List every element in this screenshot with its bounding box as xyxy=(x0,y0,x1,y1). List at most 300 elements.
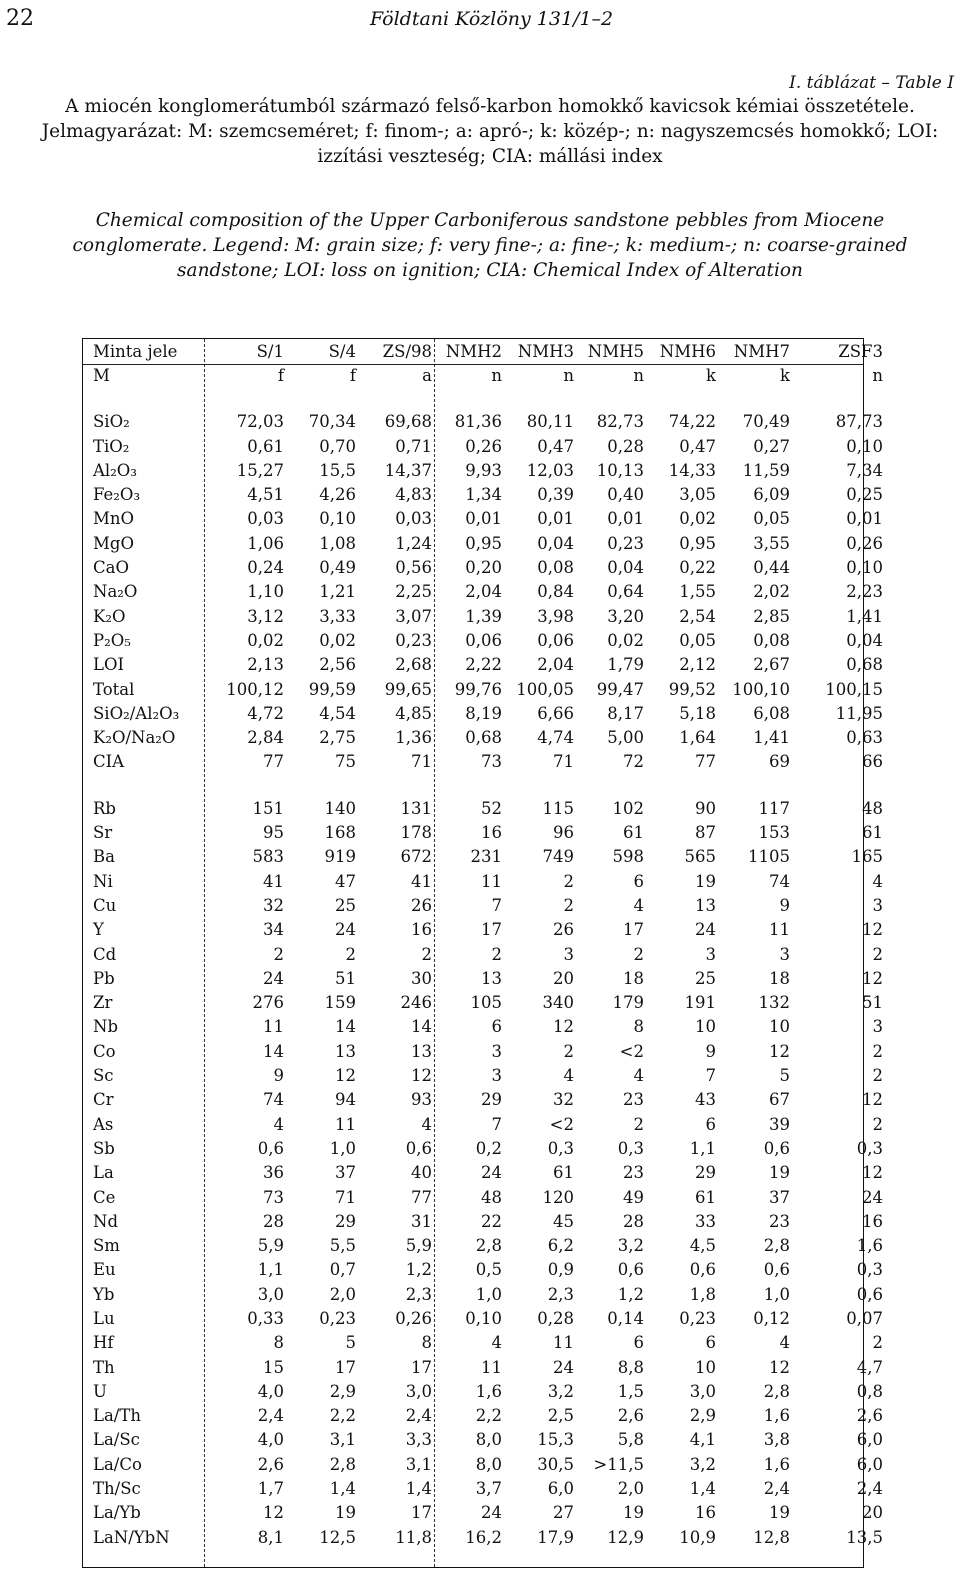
data-cell: 0,47 xyxy=(679,436,716,456)
data-cell: 1,6 xyxy=(763,1406,790,1426)
data-cell: 8 xyxy=(273,1333,284,1353)
table-row xyxy=(83,1088,885,1112)
data-cell: 1,8 xyxy=(689,1284,716,1304)
data-cell: 26 xyxy=(553,920,574,940)
row-label: P₂O₅ xyxy=(93,630,131,650)
data-cell: 40 xyxy=(411,1163,432,1183)
data-cell: 0,44 xyxy=(753,558,790,578)
data-cell: 2,6 xyxy=(617,1406,644,1426)
column-header: NMH2 xyxy=(445,342,502,361)
row-label: LaN/YbN xyxy=(93,1527,170,1547)
data-cell: 61 xyxy=(623,823,644,843)
data-cell: 0,22 xyxy=(679,558,716,578)
data-cell: 0,08 xyxy=(753,630,790,650)
data-cell: 0,5 xyxy=(475,1260,502,1280)
data-cell: 66 xyxy=(862,752,883,772)
data-cell: 4,85 xyxy=(395,703,432,723)
data-cell: 2,22 xyxy=(465,655,502,675)
data-cell: 3 xyxy=(563,944,574,964)
data-cell: 3,55 xyxy=(753,533,790,553)
data-cell: 4,0 xyxy=(257,1381,284,1401)
data-cell: 0,02 xyxy=(319,630,356,650)
data-cell: 2 xyxy=(872,944,883,964)
spacer-row xyxy=(83,775,885,797)
data-cell: 3,7 xyxy=(475,1479,502,1499)
row-label: Cd xyxy=(93,944,117,964)
data-cell: 0,10 xyxy=(465,1308,502,1328)
row-label: Ce xyxy=(93,1187,116,1207)
data-cell: 0,71 xyxy=(395,436,432,456)
data-cell: >11,5 xyxy=(593,1454,644,1474)
header-row xyxy=(83,339,885,364)
table-row xyxy=(83,821,885,845)
data-cell: 0,6 xyxy=(856,1284,883,1304)
data-cell: 12 xyxy=(335,1066,356,1086)
data-cell: 0,04 xyxy=(846,630,883,650)
data-cell: 2 xyxy=(633,944,644,964)
data-cell: 1,55 xyxy=(679,582,716,602)
data-cell: 6,0 xyxy=(856,1430,883,1450)
data-cell: 24 xyxy=(481,1163,502,1183)
table-row xyxy=(83,918,885,942)
data-cell: 0,64 xyxy=(607,582,644,602)
data-cell: 10,13 xyxy=(596,460,644,480)
data-cell: 69 xyxy=(769,752,790,772)
table-row xyxy=(83,556,885,580)
data-cell: 3,2 xyxy=(547,1381,574,1401)
data-cell: 3 xyxy=(705,944,716,964)
data-cell: 17 xyxy=(623,920,644,940)
column-header: ZSF3 xyxy=(838,342,883,361)
data-cell: 672 xyxy=(400,847,432,867)
data-cell: 15,5 xyxy=(319,460,356,480)
row-label: M xyxy=(93,366,110,385)
data-cell: 13 xyxy=(335,1041,356,1061)
data-cell: 12 xyxy=(411,1066,432,1086)
data-cell: 39 xyxy=(769,1114,790,1134)
row-label: Na₂O xyxy=(93,582,138,602)
grain-size-cell: n xyxy=(872,366,883,385)
data-cell: 6 xyxy=(633,871,644,891)
data-cell: 96 xyxy=(553,823,574,843)
data-cell: 179 xyxy=(612,993,644,1013)
data-cell: 74 xyxy=(263,1090,284,1110)
data-cell: 72,03 xyxy=(236,412,284,432)
data-cell: 0,8 xyxy=(856,1381,883,1401)
data-cell: 9 xyxy=(705,1041,716,1061)
table-row xyxy=(83,1113,885,1137)
data-cell: 3,05 xyxy=(679,485,716,505)
data-cell: 49 xyxy=(623,1187,644,1207)
data-cell: 4,5 xyxy=(689,1236,716,1256)
data-cell: 115 xyxy=(542,798,574,818)
data-cell: 51 xyxy=(862,993,883,1013)
data-cell: 1,08 xyxy=(319,533,356,553)
data-cell: 4,74 xyxy=(537,728,574,748)
data-cell: 4 xyxy=(563,1066,574,1086)
data-cell: 2,0 xyxy=(329,1284,356,1304)
data-cell: 24 xyxy=(862,1187,883,1207)
data-cell: 3 xyxy=(491,1041,502,1061)
data-cell: 2 xyxy=(491,944,502,964)
data-cell: 2,3 xyxy=(547,1284,574,1304)
data-cell: 4 xyxy=(273,1114,284,1134)
row-label: SiO₂/Al₂O₃ xyxy=(93,703,180,723)
table-row xyxy=(83,845,885,869)
data-cell: 90 xyxy=(695,798,716,818)
table-row xyxy=(83,1064,885,1088)
data-cell: <2 xyxy=(549,1114,574,1134)
data-cell: 36 xyxy=(263,1163,284,1183)
data-cell: 37 xyxy=(335,1163,356,1183)
row-label: CaO xyxy=(93,558,129,578)
column-header: NMH7 xyxy=(733,342,790,361)
data-cell: 0,02 xyxy=(607,630,644,650)
data-cell: 10 xyxy=(695,1357,716,1377)
data-cell: 0,05 xyxy=(679,630,716,650)
data-cell: 0,02 xyxy=(679,509,716,529)
table-row xyxy=(83,1501,885,1525)
row-label: Yb xyxy=(93,1284,115,1304)
column-header: S/4 xyxy=(328,342,356,361)
data-cell: 41 xyxy=(263,871,284,891)
data-cell: 0,26 xyxy=(846,533,883,553)
data-cell: 0,28 xyxy=(537,1308,574,1328)
row-label: La/Sc xyxy=(93,1430,140,1450)
data-cell: 71 xyxy=(553,752,574,772)
data-cell: 0,2 xyxy=(475,1138,502,1158)
grain-size-row xyxy=(83,364,885,388)
table-row xyxy=(83,532,885,556)
data-cell: 131 xyxy=(400,798,432,818)
data-cell: 749 xyxy=(542,847,574,867)
data-cell: 14,37 xyxy=(384,460,432,480)
row-label: Nb xyxy=(93,1017,118,1037)
data-cell: 1,6 xyxy=(856,1236,883,1256)
data-cell: 4 xyxy=(491,1333,502,1353)
table-row xyxy=(83,507,885,531)
table-row xyxy=(83,653,885,677)
data-cell: 2 xyxy=(872,1041,883,1061)
data-cell: 12 xyxy=(263,1503,284,1523)
data-cell: 0,68 xyxy=(846,655,883,675)
data-cell: 565 xyxy=(684,847,716,867)
table-row xyxy=(83,605,885,629)
data-cell: 919 xyxy=(324,847,356,867)
grain-size-cell: n xyxy=(563,366,574,385)
table-row xyxy=(83,1040,885,1064)
data-cell: 0,10 xyxy=(846,436,883,456)
data-cell: 16 xyxy=(411,920,432,940)
data-cell: 8 xyxy=(421,1333,432,1353)
data-cell: 11,8 xyxy=(395,1527,432,1547)
row-label: Cr xyxy=(93,1090,114,1110)
data-cell: 0,07 xyxy=(846,1308,883,1328)
data-cell: 23 xyxy=(623,1163,644,1183)
data-cell: 0,68 xyxy=(465,728,502,748)
data-cell: 2,68 xyxy=(395,655,432,675)
data-cell: 99,65 xyxy=(384,679,432,699)
data-cell: 30 xyxy=(411,968,432,988)
data-cell: 2,13 xyxy=(247,655,284,675)
data-cell: 22 xyxy=(481,1211,502,1231)
caption-hungarian: A miocén konglomerátumból származó felső-karbon homokkő kavicsok kémiai összetétele. Jelmagyarázat: M: szemcseméret; f: finom-; a: apró-; k: közép-; n: nagyszemcsés homokkő; LOI: izzítási veszteség; CIA: mállási index xyxy=(41,96,939,167)
data-cell: 99,52 xyxy=(668,679,716,699)
data-cell: 2,54 xyxy=(679,606,716,626)
data-cell: 153 xyxy=(758,823,790,843)
caption-english: Chemical composition of the Upper Carboniferous sandstone pebbles from Miocene conglomerate. Legend: M: grain size; f: very fine-; a: fine-; k: medium-; n: coarse-grained sandstone; LOI: loss on ignition; CIA: Chemical Index of Alteration xyxy=(72,210,908,281)
data-cell: 14,33 xyxy=(668,460,716,480)
data-cell: 29 xyxy=(695,1163,716,1183)
data-cell: 5,00 xyxy=(607,728,644,748)
data-cell: 0,33 xyxy=(247,1308,284,1328)
data-cell: 1,1 xyxy=(257,1260,284,1280)
data-cell: 2,23 xyxy=(846,582,883,602)
data-cell: 0,7 xyxy=(329,1260,356,1280)
data-cell: 4 xyxy=(633,1066,644,1086)
data-cell: 3,0 xyxy=(689,1381,716,1401)
data-cell: 0,3 xyxy=(856,1260,883,1280)
data-cell: 3,33 xyxy=(319,606,356,626)
row-label: K₂O/Na₂O xyxy=(93,728,176,748)
data-cell: 16 xyxy=(695,1503,716,1523)
row-label: Co xyxy=(93,1041,116,1061)
table-row xyxy=(83,1380,885,1404)
data-cell: 1,2 xyxy=(617,1284,644,1304)
data-cell: 117 xyxy=(758,798,790,818)
data-cell: 9 xyxy=(779,895,790,915)
data-cell: 12,8 xyxy=(753,1527,790,1547)
data-cell: 14 xyxy=(411,1017,432,1037)
data-cell: 3,2 xyxy=(617,1236,644,1256)
data-cell: 1,4 xyxy=(689,1479,716,1499)
data-cell: 14 xyxy=(335,1017,356,1037)
row-label: Pb xyxy=(93,968,115,988)
data-cell: 82,73 xyxy=(596,412,644,432)
data-cell: 3,12 xyxy=(247,606,284,626)
data-cell: 1,36 xyxy=(395,728,432,748)
data-cell: 9 xyxy=(273,1066,284,1086)
data-cell: 16 xyxy=(481,823,502,843)
table-row xyxy=(83,1331,885,1355)
data-cell: 1,64 xyxy=(679,728,716,748)
data-cell: 0,6 xyxy=(689,1260,716,1280)
row-label: Zr xyxy=(93,993,113,1013)
data-cell: 0,03 xyxy=(395,509,432,529)
data-cell: 583 xyxy=(252,847,284,867)
data-cell: 12 xyxy=(862,1163,883,1183)
data-cell: 19 xyxy=(769,1163,790,1183)
table-row xyxy=(83,1526,885,1550)
data-cell: 75 xyxy=(335,752,356,772)
data-cell: 0,6 xyxy=(257,1138,284,1158)
column-header: ZS/98 xyxy=(382,342,432,361)
data-cell: 8,0 xyxy=(475,1430,502,1450)
data-cell: 33 xyxy=(695,1211,716,1231)
data-cell: 15 xyxy=(263,1357,284,1377)
data-cell: 47 xyxy=(335,871,356,891)
data-cell: 6 xyxy=(633,1333,644,1353)
row-label: LOI xyxy=(93,655,125,675)
data-cell: 2,2 xyxy=(329,1406,356,1426)
data-cell: 18 xyxy=(623,968,644,988)
data-cell: 8 xyxy=(633,1017,644,1037)
data-cell: 20 xyxy=(553,968,574,988)
data-cell: 0,04 xyxy=(537,533,574,553)
data-cell: 11 xyxy=(481,1357,502,1377)
data-cell: 7,34 xyxy=(846,460,883,480)
data-cell: 0,10 xyxy=(319,509,356,529)
data-cell: 99,76 xyxy=(454,679,502,699)
data-cell: 24 xyxy=(695,920,716,940)
data-cell: 25 xyxy=(695,968,716,988)
data-cell: 0,01 xyxy=(465,509,502,529)
data-cell: 1,6 xyxy=(763,1454,790,1474)
data-cell: 12,03 xyxy=(526,460,574,480)
data-cell: 2,75 xyxy=(319,728,356,748)
data-cell: 70,34 xyxy=(308,412,356,432)
data-cell: 13 xyxy=(411,1041,432,1061)
data-cell: 1,41 xyxy=(846,606,883,626)
row-label: Eu xyxy=(93,1260,116,1280)
data-cell: 1,79 xyxy=(607,655,644,675)
data-cell: 246 xyxy=(400,993,432,1013)
data-cell: 3 xyxy=(872,1017,883,1037)
data-cell: 100,05 xyxy=(516,679,574,699)
data-cell: 7 xyxy=(491,1114,502,1134)
data-cell: 24 xyxy=(481,1503,502,1523)
data-cell: 43 xyxy=(695,1090,716,1110)
data-cell: 10 xyxy=(769,1017,790,1037)
data-cell: 0,10 xyxy=(846,558,883,578)
data-cell: 1,6 xyxy=(475,1381,502,1401)
data-cell: 73 xyxy=(263,1187,284,1207)
data-cell: 0,61 xyxy=(247,436,284,456)
data-cell: 0,6 xyxy=(763,1138,790,1158)
data-cell: 25 xyxy=(335,895,356,915)
data-cell: 52 xyxy=(481,798,502,818)
data-cell: 45 xyxy=(553,1211,574,1231)
data-cell: 2,8 xyxy=(763,1381,790,1401)
table-row xyxy=(83,1210,885,1234)
row-label: Sm xyxy=(93,1236,120,1256)
data-cell: 1,4 xyxy=(405,1479,432,1499)
data-cell: 6,0 xyxy=(547,1479,574,1499)
data-cell: 13 xyxy=(695,895,716,915)
data-cell: 4,72 xyxy=(247,703,284,723)
table-row xyxy=(83,1137,885,1161)
data-cell: 100,15 xyxy=(825,679,883,699)
data-cell: 1,1 xyxy=(689,1138,716,1158)
data-cell: 0,49 xyxy=(319,558,356,578)
data-cell: 1,10 xyxy=(247,582,284,602)
data-cell: 48 xyxy=(481,1187,502,1207)
data-cell: 0,84 xyxy=(537,582,574,602)
data-cell: 61 xyxy=(862,823,883,843)
data-cell: 95 xyxy=(263,823,284,843)
data-cell: 9,93 xyxy=(465,460,502,480)
data-cell: 100,10 xyxy=(732,679,790,699)
data-cell: 132 xyxy=(758,993,790,1013)
row-label: Hf xyxy=(93,1333,114,1353)
data-cell: 12 xyxy=(862,920,883,940)
data-cell: 4,51 xyxy=(247,485,284,505)
data-cell: 3 xyxy=(491,1066,502,1086)
data-cell: 2 xyxy=(421,944,432,964)
data-cell: 1,06 xyxy=(247,533,284,553)
data-cell: 11 xyxy=(335,1114,356,1134)
data-cell: 19 xyxy=(769,1503,790,1523)
row-label: Total xyxy=(93,679,135,699)
data-cell: 102 xyxy=(612,798,644,818)
row-label: La/Yb xyxy=(93,1503,141,1523)
data-cell: 70,49 xyxy=(742,412,790,432)
data-cell: 2,0 xyxy=(617,1479,644,1499)
data-cell: 0,12 xyxy=(753,1308,790,1328)
data-cell: 77 xyxy=(695,752,716,772)
table-row xyxy=(83,1404,885,1428)
data-cell: 4 xyxy=(872,871,883,891)
data-cell: 159 xyxy=(324,993,356,1013)
row-label: CIA xyxy=(93,752,125,772)
row-label: Ba xyxy=(93,847,115,867)
row-label: Al₂O₃ xyxy=(93,460,137,480)
data-cell: 0,06 xyxy=(537,630,574,650)
spacer-row xyxy=(83,388,885,410)
data-cell: 151 xyxy=(252,798,284,818)
data-cell: 0,14 xyxy=(607,1308,644,1328)
data-cell: 100,12 xyxy=(226,679,284,699)
row-label: Rb xyxy=(93,798,116,818)
data-cell: 2,67 xyxy=(753,655,790,675)
column-header: NMH3 xyxy=(517,342,574,361)
data-cell: 0,03 xyxy=(247,509,284,529)
data-cell: 11 xyxy=(769,920,790,940)
data-cell: 0,23 xyxy=(607,533,644,553)
data-cell: 0,26 xyxy=(395,1308,432,1328)
data-cell: 31 xyxy=(411,1211,432,1231)
data-cell: 8,1 xyxy=(257,1527,284,1547)
data-cell: 2,2 xyxy=(475,1406,502,1426)
table-row xyxy=(83,750,885,774)
data-cell: 4,54 xyxy=(319,703,356,723)
data-cell: 1,34 xyxy=(465,485,502,505)
data-cell: 2,56 xyxy=(319,655,356,675)
row-label: Nd xyxy=(93,1211,118,1231)
table-row xyxy=(83,1258,885,1282)
data-cell: 73 xyxy=(481,752,502,772)
data-cell: 3,07 xyxy=(395,606,432,626)
data-cell: 28 xyxy=(623,1211,644,1231)
data-cell: 0,95 xyxy=(679,533,716,553)
data-cell: 80,11 xyxy=(526,412,574,432)
data-cell: 2,4 xyxy=(257,1406,284,1426)
journal-title: Földtani Közlöny 131/1–2 xyxy=(370,8,614,30)
data-cell: 0,3 xyxy=(617,1138,644,1158)
data-cell: 0,06 xyxy=(465,630,502,650)
data-cell: 0,6 xyxy=(763,1260,790,1280)
data-cell: 0,56 xyxy=(395,558,432,578)
data-cell: 0,47 xyxy=(537,436,574,456)
data-cell: 6,08 xyxy=(753,703,790,723)
data-cell: 12,5 xyxy=(319,1527,356,1547)
table-row xyxy=(83,1356,885,1380)
data-cell: 6 xyxy=(705,1333,716,1353)
data-cell: 165 xyxy=(851,847,883,867)
data-cell: 13,5 xyxy=(846,1527,883,1547)
data-cell: 6 xyxy=(491,1017,502,1037)
data-cell: 4 xyxy=(633,895,644,915)
